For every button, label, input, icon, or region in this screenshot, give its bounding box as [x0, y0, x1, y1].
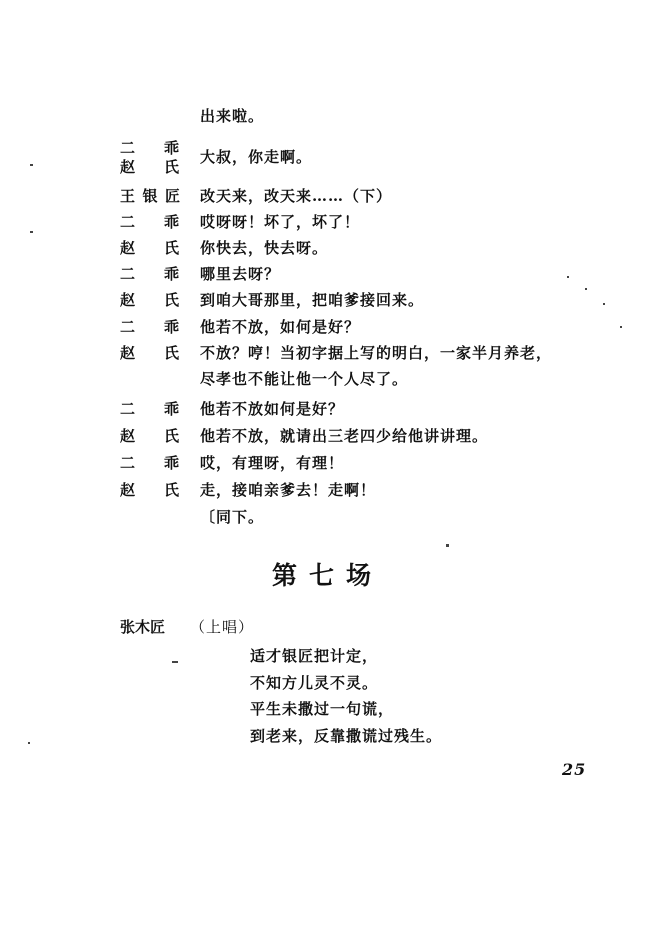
speaker-label: 二 乖 — [120, 265, 180, 283]
dialogue-continuation: 尽孝也不能让他一个人尽了。 — [200, 370, 409, 388]
speaker-label: 赵 氏 — [120, 291, 180, 309]
dialogue-line: 他若不放，如何是好？ — [200, 318, 361, 336]
dialogue-line: 哎呀呀！坏了，坏了！ — [200, 213, 361, 231]
speaker-label: 二 乖 — [120, 400, 180, 418]
speaker-label: 王银匠 — [120, 187, 180, 205]
speaker-label: 赵 氏 — [120, 158, 180, 176]
verse-line: 不知方儿灵不灵。 — [250, 674, 379, 692]
dialogue-line: 哎，有理呀，有理！ — [200, 454, 345, 472]
scan-speck — [172, 661, 178, 663]
scene-title: 第七场 — [271, 561, 383, 590]
verse-line: 适才银匠把计定， — [250, 647, 379, 665]
dialogue-line: 走，接咱亲爹去！走啊！ — [200, 481, 377, 499]
scan-speck — [446, 544, 449, 547]
speaker-label: 赵 氏 — [120, 239, 180, 257]
scan-speck — [567, 276, 569, 278]
stage-direction: （上唱） — [190, 618, 255, 636]
scan-speck — [585, 288, 587, 290]
speaker-label: 赵 氏 — [120, 427, 180, 445]
dialogue-line: 他若不放如何是好？ — [200, 400, 345, 418]
dialogue-line: 大叔，你走啊。 — [200, 148, 313, 166]
dialogue-line: 你快去，快去呀。 — [200, 239, 329, 257]
scan-speck — [30, 231, 33, 233]
speaker-label: 二 乖 — [120, 213, 180, 231]
speaker-label: 张木匠 — [120, 618, 166, 636]
speaker-label: 二 乖 — [120, 318, 180, 336]
dialogue-line: 哪里去呀？ — [200, 265, 281, 283]
scan-speck — [620, 326, 622, 328]
scan-speck — [30, 164, 33, 166]
dialogue-line: 到咱大哥那里，把咱爹接回来。 — [200, 291, 425, 309]
speaker-label: 二 乖 — [120, 139, 180, 157]
verse-line: 平生未撒过一句谎， — [250, 700, 395, 718]
dialogue-line: 改天来，改天来……（下） — [200, 187, 393, 205]
dialogue-line: 他若不放，就请出三老四少给他讲讲理。 — [200, 427, 489, 445]
speaker-label: 二 乖 — [120, 454, 180, 472]
page-number: 25 — [562, 760, 587, 779]
verse-line: 到老来，反靠撒谎过残生。 — [250, 727, 443, 745]
speaker-label: 赵 氏 — [120, 344, 180, 362]
scan-speck — [603, 303, 605, 305]
dialogue-line: 出来啦。 — [200, 107, 265, 125]
stage-direction: 〔同下。 — [200, 508, 265, 526]
speaker-label: 赵 氏 — [120, 481, 180, 499]
scan-speck — [28, 742, 30, 744]
dialogue-line: 不放？哼！当初字据上写的明白，一家半月养老， — [200, 344, 553, 362]
